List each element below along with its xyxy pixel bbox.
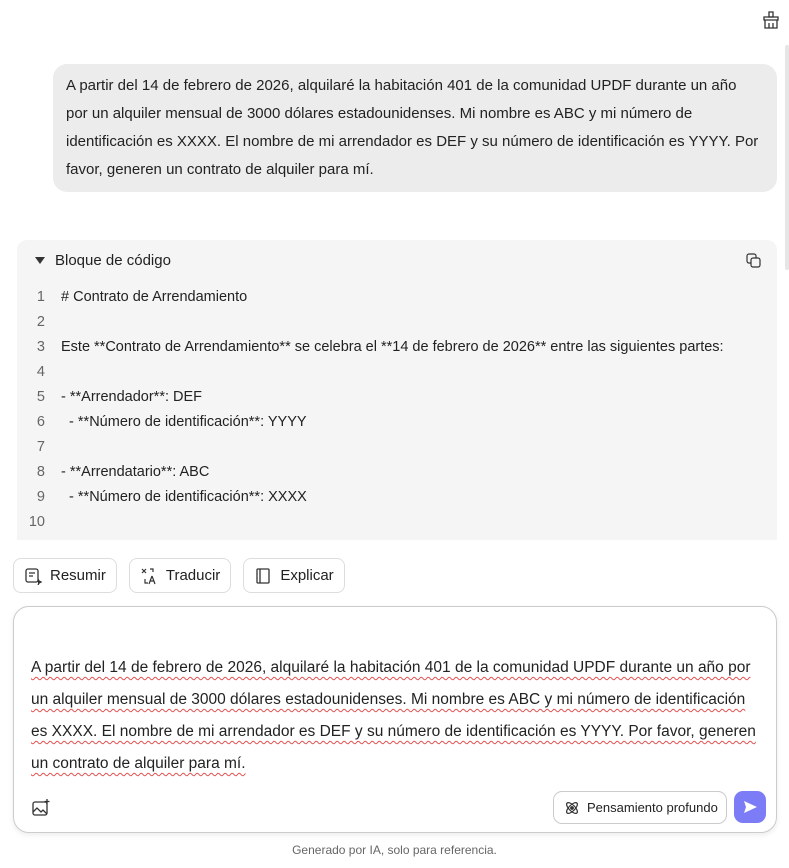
- code-line: [17, 385, 777, 410]
- summarize-icon: [24, 567, 42, 585]
- explain-button[interactable]: Explicar: [243, 558, 344, 593]
- caret-down-icon: [35, 257, 45, 264]
- deep-think-button[interactable]: Pensamiento profundo: [553, 791, 727, 824]
- code-line: [17, 410, 777, 435]
- line-number: 9: [36, 489, 45, 505]
- code-line: [17, 460, 777, 485]
- code-block-toggle[interactable]: [35, 252, 171, 269]
- summarize-button[interactable]: Resumir: [13, 558, 117, 593]
- translate-button[interactable]: Traducir: [129, 558, 231, 593]
- line-number: 1: [36, 289, 45, 305]
- line-number: 6: [36, 414, 45, 430]
- line-text: - **Número de identificación**: XXXX: [61, 489, 307, 505]
- code-line: [17, 360, 777, 385]
- chat-input-text[interactable]: A partir del 14 de febrero de 2026, alquilaré la habitación 401 de la comunidad UPDF durante un año por un alquiler mensual de 3000 dólares estadounidenses. Mi nombre es ABC y mi número de identificación es XXXX. El nombre de mi arrendador es DEF y su número de identificación es YYYY. Por favor, generen un contrato de alquiler para mí.: [31, 659, 756, 772]
- code-line: [17, 510, 777, 535]
- code-line: [17, 310, 777, 335]
- code-block: [17, 240, 777, 540]
- copy-icon[interactable]: [746, 253, 761, 268]
- code-line: [17, 435, 777, 460]
- atom-icon: [564, 800, 580, 816]
- line-number: 2: [36, 314, 45, 330]
- line-number: 3: [36, 339, 45, 355]
- code-block-title: Bloque de código: [55, 252, 171, 269]
- scrollbar[interactable]: [785, 45, 789, 270]
- line-number: 7: [36, 439, 45, 455]
- line-number: 5: [36, 389, 45, 405]
- line-text: # Contrato de Arrendamiento: [61, 289, 248, 305]
- line-text: Este **Contrato de Arrendamiento** se celebra el **14 de febrero de 2026** entre las siguientes partes:: [61, 339, 724, 355]
- send-button[interactable]: [734, 791, 766, 823]
- translate-icon: [140, 567, 158, 585]
- line-number: 4: [36, 364, 45, 380]
- line-number: 8: [36, 464, 45, 480]
- user-message: A partir del 14 de febrero de 2026, alquilaré la habitación 401 de la comunidad UPDF durante un año por un alquiler mensual de 3000 dólares estadounidenses. Mi nombre es ABC y mi número de identificación es XXXX. El nombre de mi arrendador es DEF y su número de identificación es YYYY. Por favor, generen un contrato de alquiler para mí.: [53, 64, 777, 192]
- image-upload-icon[interactable]: [31, 798, 51, 818]
- line-text: - **Arrendatario**: ABC: [61, 464, 210, 480]
- code-line: [17, 485, 777, 510]
- chat-input[interactable]: [13, 606, 777, 833]
- line-text: - **Arrendador**: DEF: [61, 389, 203, 405]
- code-line: [17, 335, 777, 360]
- line-number: 10: [28, 514, 45, 530]
- line-text: - **Número de identificación**: YYYY: [61, 414, 307, 430]
- disclaimer: Generado por IA, solo para referencia.: [292, 843, 497, 857]
- send-icon: [742, 799, 758, 815]
- book-icon: [254, 567, 272, 585]
- code-line: [17, 285, 777, 310]
- clear-chat-icon[interactable]: [761, 10, 781, 30]
